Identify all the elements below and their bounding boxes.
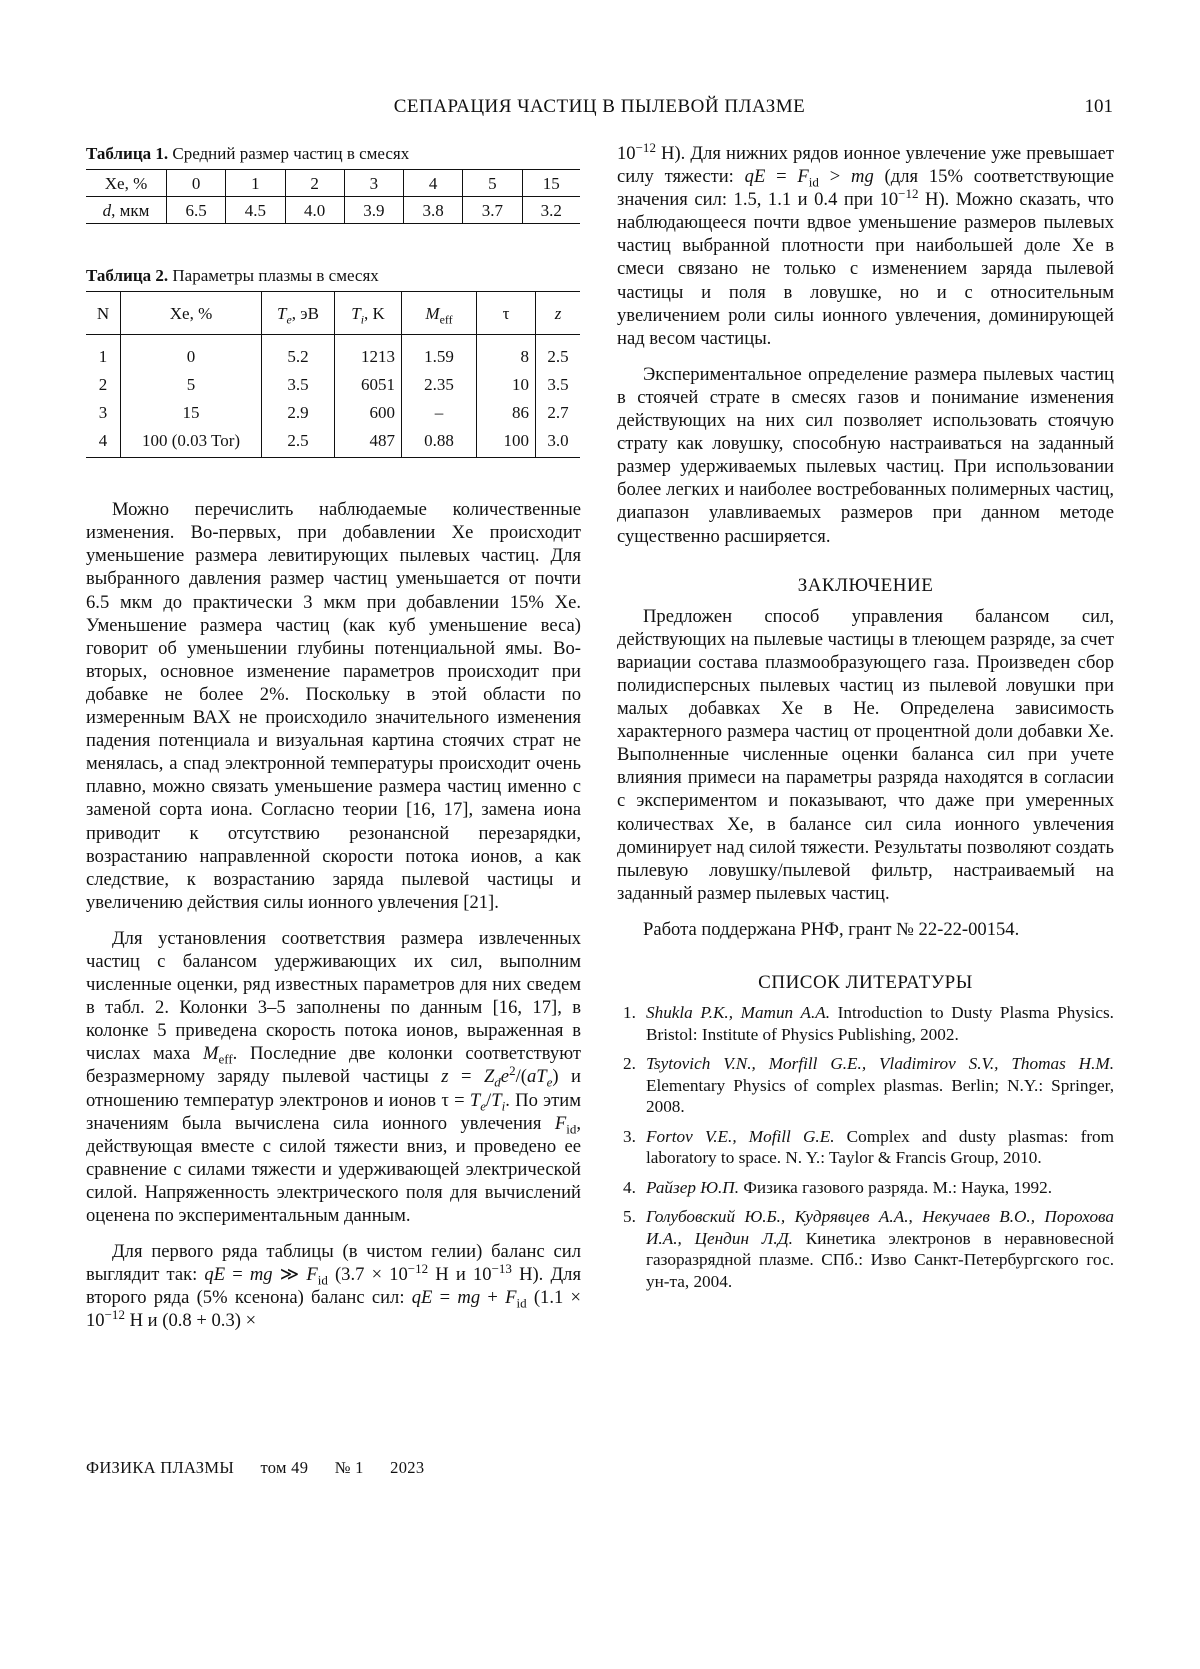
table-cell: 0 — [121, 335, 262, 371]
table1-label: Таблица 1. — [86, 144, 169, 163]
table-row — [86, 335, 580, 371]
paragraph: Экспериментальное определение размера пылевых частиц в стоячей страте в смесях газов и понимание изменения действующих на них сил позволяет использовать стоячую страту как ловушку, способную настраиваться на заданный размер удерживаемых пылевых частиц. При использовании более легких и наиболее востребованных полимерных частиц, диапазон улавливаемых размеров при данном методе существенно расширяется. — [617, 363, 1114, 547]
table-row — [86, 370, 580, 398]
table-header: Xe, % — [121, 292, 262, 335]
table2-title: Параметры плазмы в смесях — [172, 266, 379, 286]
table-cell: 3.9 — [344, 197, 403, 224]
table-cell: 3.5 — [536, 370, 581, 398]
table-cell: – — [402, 398, 477, 426]
reference-item: 4. Райзер Ю.П. Физика газового разряда. М.: Наука, 1992. — [623, 1177, 1053, 1197]
table-cell: 15 — [121, 398, 262, 426]
table-cell: 5.2 — [262, 335, 335, 371]
table-cell: 600 — [335, 398, 402, 426]
table-header-row — [86, 292, 580, 335]
right-column — [617, 139, 1115, 1300]
table-header: $T_e$, эВ — [262, 292, 335, 335]
table-cell: 6051 — [335, 370, 402, 398]
table-cell: 3.7 — [463, 197, 522, 224]
table-cell: 3 — [344, 170, 403, 197]
paragraph: $10^{-12}$ Н). Для нижних рядов ионное увлечение уже превышает силу тяжести: qE = $F_{id}$ > mg (для 15% соответствующие значения сил: 1.5, 1.1 и 0.4 при $10^{-12}$ Н). Можно сказать, что наблюдающееся почти вдвое уменьшение размеров пылевых частиц выбранной плотности при наибольшей доле Xe в смеси связано не только с изменением заряда пылевой частицы и поля в ловушке, но и с относительным увеличением роли силы ионного увлечения, доминирующей над весом частицы. — [617, 139, 1114, 349]
reference-item: 2. Tsytovich V.N., Morfill G.E., Vladimirov S.V., Thomas H.M. Elementary Physics of complex plasmas. Berlin; N.Y.: Springer, 2008. — [623, 1054, 1114, 1117]
table-cell: 3.5 — [262, 370, 335, 398]
table-cell: d, мкм — [102, 200, 150, 220]
reference-item: 1. Shukla P.K., Mamun A.A. Introduction to Dusty Plasma Physics. Bristol: Institute of Physics Publishing, 2002. — [623, 1003, 1114, 1044]
table-cell: 1 — [98, 346, 108, 366]
table1 — [86, 169, 580, 224]
paragraph: Работа поддержана РНФ, грант № 22-22-00154. — [643, 918, 1020, 940]
table-cell: 3.0 — [536, 426, 581, 458]
journal-year: 2023 — [390, 1458, 425, 1477]
table-cell: 0.88 — [402, 426, 477, 458]
table-header: $T_i$, K — [335, 292, 402, 335]
table-cell: 2.35 — [402, 370, 477, 398]
table-cell: 2.5 — [536, 335, 581, 371]
table-header: N — [86, 292, 121, 335]
table2-caption — [86, 264, 581, 287]
table-cell: 10 — [477, 370, 536, 398]
table-cell: 4 — [404, 170, 463, 197]
table2 — [86, 291, 580, 458]
reference-item: 5. Голубовский Ю.Б., Кудрявцев А.А., Некучаев В.О., Порохова И.А., Цендин Л.Д. Кинетика электронов в неравновесной газоразрядной плазме. СПб.: Изво Санкт-Петербургского гос. ун-та, 2004. — [623, 1207, 1114, 1291]
table-header: τ — [477, 292, 536, 335]
table-header: z — [536, 292, 581, 335]
table-row — [86, 426, 580, 458]
table-cell: 487 — [335, 426, 402, 458]
table2-label: Таблица 2. — [86, 266, 169, 286]
table-cell: 8 — [477, 335, 536, 371]
section-heading: ЗАКЛЮЧЕНИЕ — [797, 574, 934, 596]
table1-title: Средний размер частиц в смесях — [172, 144, 410, 163]
journal-name: ФИЗИКА ПЛАЗМЫ — [86, 1458, 235, 1477]
journal-volume: том 49 — [260, 1458, 309, 1477]
table-cell: 6.5 — [167, 197, 226, 224]
table-cell: 4 — [98, 430, 108, 450]
table-cell: 1213 — [335, 335, 402, 371]
table1-caption — [86, 142, 581, 165]
table-cell: 100 (0.03 Tor) — [121, 426, 262, 458]
table-cell: 3.2 — [522, 197, 580, 224]
table-row — [86, 197, 580, 224]
page-footer — [86, 1458, 446, 1478]
table-cell: 3.8 — [404, 197, 463, 224]
table-cell: 2.5 — [262, 426, 335, 458]
table-cell: 0 — [167, 170, 226, 197]
table-cell: 5 — [121, 370, 262, 398]
table-cell: 2 — [98, 374, 108, 394]
table-cell: Xe, % — [86, 170, 167, 197]
table-cell: 4.0 — [285, 197, 344, 224]
table-row — [86, 398, 580, 426]
paragraph: Для первого ряда таблицы (в чистом гелии) баланс сил выглядит так: qE = mg ≫ $F_{id}$ ($3.7 \times 10^{-12}$ Н и $10^{-13}$ Н). Для второго ряда (5% ксенона) баланс сил: qE = mg + $F_{id}$ ($1.1 \times 10^{-12}$ Н и (0.8 + 0.3) × — [86, 1241, 581, 1332]
paragraph: Можно перечислить наблюдаемые количественные изменения. Во-первых, при добавлении Xe происходит уменьшение размера левитирующих пылевых частиц. Для выбранного давления размер частиц уменьшается от почти 6.5 мкм до практически 3 мкм при добавлении 15% Xe. Уменьшение размера частиц (как куб уменьшение веса) говорит об уменьшении глубины потенциальной ямы. Во-вторых, основное изменение параметров происходит при добавке не более 2%. Поскольку в этой области по измеренным ВАХ не происходило значительного изменения падения потенциала и визуальная картина стоячих страт не менялась, а спад электронной температуры происходит очень плавно, можно связать уменьшение размера частиц именно с заменой сорта иона. Согласно теории [16, 17], замена иона приводит к отсутствию резонансной перезарядки, возрастанию направленной скорости потока ионов, а как следствие, к возрастанию заряда пылевой частицы и увеличению действия силы ионного увлечения [21]. — [86, 499, 581, 913]
table-cell: 15 — [522, 170, 580, 197]
section-heading: СПИСОК ЛИТЕРАТУРЫ — [758, 972, 973, 993]
page-number: 101 — [1084, 96, 1113, 117]
reference-item: 3. Fortov V.E., Mofill G.E. Complex and dusty plasmas: from laboratory to space. N. Y.: Taylor & Francis Group, 2010. — [623, 1126, 1115, 1168]
table-cell: 100 — [477, 426, 536, 458]
table-cell: 1 — [226, 170, 285, 197]
paragraph: Предложен способ управления балансом сил, действующих на пылевые частицы в тлеющем разряде, за счет вариации состава плазмообразующего газа. Произведен сбор полидисперсных пылевых частиц из пылевой ловушки при малых добавках Xe в He. Определена зависимость характерного размера частиц от процентной доли добавки Xe. Выполненные численные оценки баланса сил при учете влияния примеси на параметры разряда находятся в согласии с экспериментом и показывают, что даже при умеренных количествах Xe, в балансе сил сила ионного увлечения доминирует над силой тяжести. Результаты позволяют создать пылевую ловушку/пылевой фильтр, настраиваемый на заданный размер пылевых частиц. — [617, 605, 1114, 904]
table-header: $M_{eff}$ — [402, 292, 477, 335]
running-head-title: СЕПАРАЦИЯ ЧАСТИЦ В ПЫЛЕВОЙ ПЛАЗМЕ — [393, 96, 806, 117]
table-cell: 86 — [477, 398, 536, 426]
journal-issue: № 1 — [334, 1458, 364, 1477]
table-row — [86, 170, 580, 197]
left-column — [86, 142, 581, 1332]
paragraph: Для установления соответствия размера извлеченных частиц с балансом удерживающих их сил, выполним численные оценки, ряд известных параметров для них сведем в табл. 2. Колонки 3–5 заполнены по данным [16, 17], в колонке 5 приведена скорость потока ионов, выраженная в числах маха $M_{eff}$. Последние две колонки соответствуют безразмерному заряду пылевой частицы $z = Z_de^2/(aT_e)$ и отношению температур электронов и ионов $\tau = T_e/T_i$. По этим значениям была вычислена сила ионного увлечения $F_{id}$, действующая вместе с силой тяжести вниз, и проведено ее сравнение с силами тяжести и удерживающей электрической силой. Напряженность электрического поля для вычислений оценена по экспериментальным данным. — [86, 927, 581, 1226]
table-cell: 2.7 — [536, 398, 581, 426]
table-cell: 5 — [463, 170, 522, 197]
table-cell: 1.59 — [402, 335, 477, 371]
reference-list — [617, 1002, 1114, 1292]
table-cell: 2 — [285, 170, 344, 197]
table-cell: 3 — [98, 402, 108, 422]
table-cell: 4.5 — [226, 197, 285, 224]
table-cell: 2.9 — [262, 398, 335, 426]
